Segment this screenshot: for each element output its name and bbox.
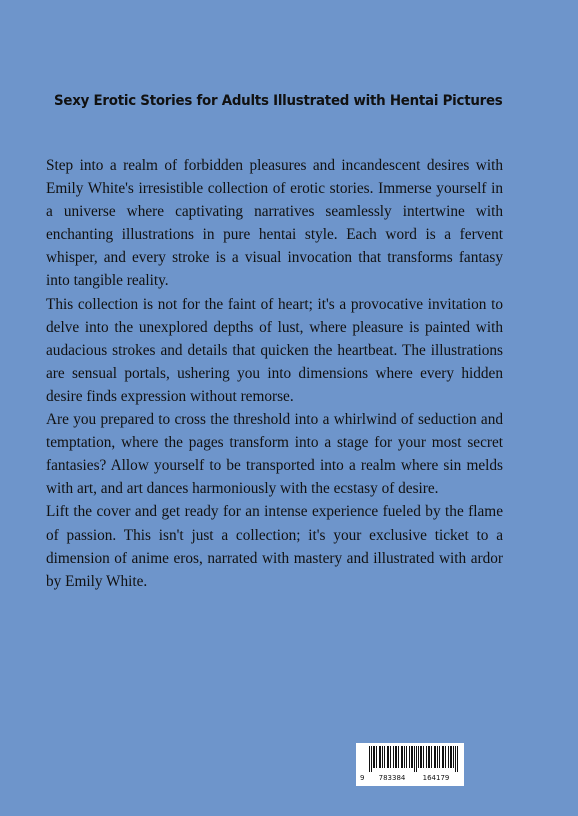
barcode-digit-prefix: 9 [360,774,365,782]
blurb-paragraph-2: This collection is not for the faint of heart; it's a provocative invitation to delve into the unexplored depths of lust, where pleasure is painted with audacious strokes and details that quicken the heartbeat. The illustrations are sensual portals, ushering you into dimensions where every hidden desire finds expression without remorse. [46,295,503,405]
book-blurb [46,154,503,593]
blurb-paragraph-4: Lift the cover and get ready for an intense experience fueled by the flame of passion. This isn't just a collection; it's your exclusive ticket to a dimension of anime eros, narrated with mastery and illustrated with ardor by Emily White. [46,503,503,590]
barcode-digits-right: 164179 [422,774,450,782]
isbn-barcode [356,743,464,786]
barcode-digits-left: 783384 [378,774,406,782]
blurb-paragraph-1: Step into a realm of forbidden pleasures and incandescent desires with Emily White's irresistible collection of erotic stories. Immerse yourself in a universe where captivating narratives seamlessly intertwine with enchanting illustrations in pure hentai style. Each word is a fervent whisper, and every stroke is a visual invocation that transforms fantasy into tangible reality. [46,157,503,290]
barcode-digits [360,773,460,783]
book-title: Sexy Erotic Stories for Adults Illustrated with Hentai Pictures [54,93,503,110]
barcode-bars [360,746,460,772]
blurb-paragraph-3: Are you prepared to cross the threshold into a whirlwind of seduction and temptation, where the pages transform into a stage for your most secret fantasies? Allow yourself to be transported into a realm where sin melds with art, and art dances harmoniously with the ecstasy of desire. [46,411,503,498]
